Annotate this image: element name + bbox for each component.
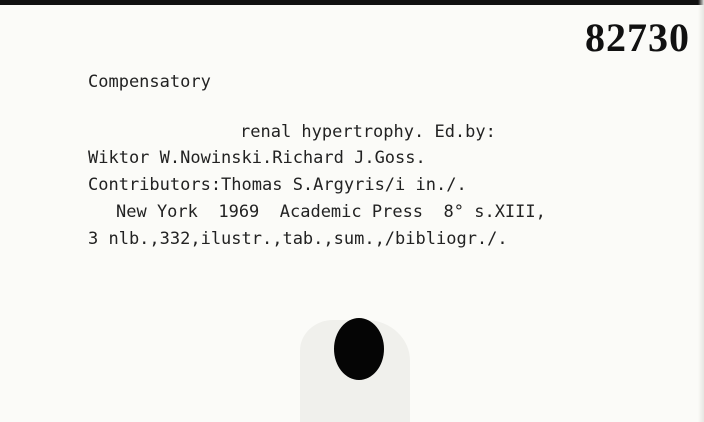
subtitle-line: renal hypertrophy. Ed.by:: [240, 122, 496, 142]
card-top-border: [0, 0, 704, 5]
editors-line: Wiktor W.Nowinski.Richard J.Goss.: [88, 148, 426, 168]
catalog-number: 82730: [585, 15, 690, 60]
imprint-line: New York 1969 Academic Press 8° s.XIII,: [116, 202, 546, 222]
card-edge-shadow: [698, 0, 704, 422]
collation-line: 3 nlb.,332,ilustr.,tab.,sum.,/bibliogr./.: [88, 229, 508, 249]
title-line: Compensatory: [88, 72, 211, 92]
contributors-line: Contributors:Thomas S.Argyris/i in./.: [88, 175, 467, 195]
punch-hole: [334, 318, 384, 380]
